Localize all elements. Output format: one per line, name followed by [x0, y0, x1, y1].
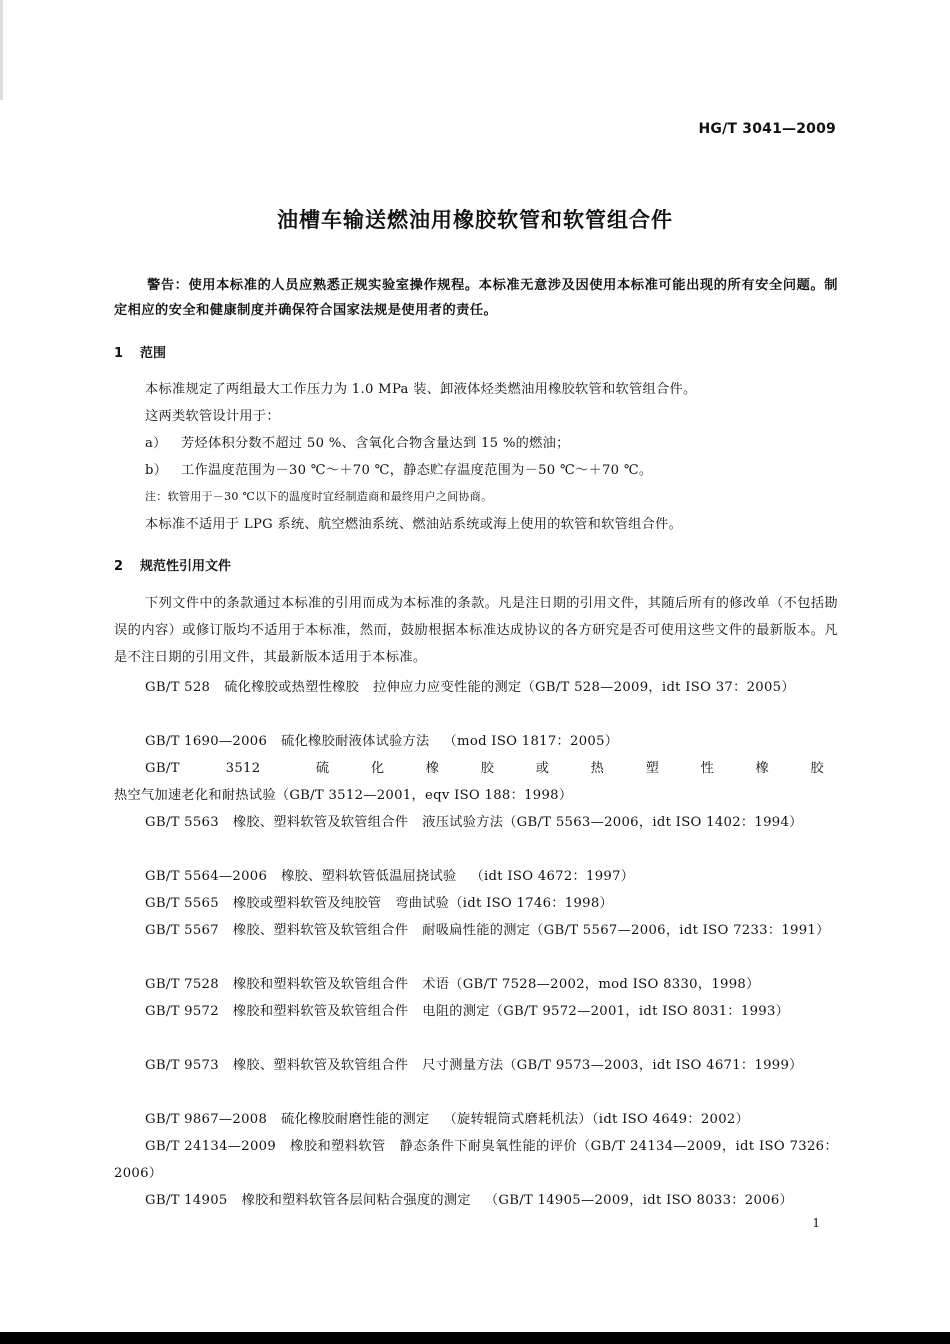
reference-name: 硫化橡胶或热塑性橡胶 [274, 761, 824, 776]
reference-item [114, 1052, 838, 1079]
reference-desc: 电阻的测定（GB/T 9572—2001，idt ISO 8031：1993） [422, 1004, 790, 1019]
scope-paragraph-1: 本标准规定了两组最大工作压力为 1.0 MPa 装、卸液体烃类燃油用橡胶软管和软管组合件。 [145, 382, 697, 397]
scope-item-b-label: b） [145, 463, 168, 478]
reference-name: 橡胶、塑料软管及软管组合件 [232, 923, 409, 938]
reference-desc: （idt ISO 4672：1997） [470, 869, 635, 884]
reference-item [114, 890, 838, 917]
reference-name: 硫化橡胶或热塑性橡胶 [224, 680, 360, 695]
reference-desc: 拉伸应力应变性能的测定（GB/T 528—2009，idt ISO 37：2005） [373, 680, 795, 695]
scope-item-a [145, 432, 570, 451]
reference-code: GB/T 5567 [145, 923, 219, 938]
reference-desc: 液压试验方法（GB/T 5563—2006，idt ISO 1402：1994） [422, 815, 803, 830]
reference-name: 橡胶、塑料软管及软管组合件 [232, 815, 409, 830]
reference-code: GB/T 9573 [145, 1058, 219, 1073]
reference-code: GB/T 5564—2006 [145, 869, 268, 884]
reference-item [114, 674, 838, 701]
reference-code: GB/T 528 [145, 680, 211, 695]
reference-item [114, 1187, 838, 1214]
reference-name: 橡胶、塑料软管及软管组合件 [232, 1058, 409, 1073]
reference-desc: 静态条件下耐臭氧性能的评价（GB/T 24134—2009，idt ISO 7326：2006） [114, 1139, 838, 1181]
reference-code: GB/T 9572 [145, 1004, 219, 1019]
reference-item [114, 863, 838, 890]
reference-code: GB/T 1690—2006 [145, 734, 268, 749]
reference-name: 硫化橡胶耐磨性能的测定 [281, 1112, 430, 1127]
scope-item-b [145, 459, 652, 478]
reference-item [114, 971, 838, 998]
reference-item [114, 998, 838, 1025]
scope-note: 注：软管用于－30 ℃以下的温度时宜经制造商和最终用户之间协商。 [145, 490, 493, 503]
reference-desc: 热空气加速老化和耐热试验（GB/T 3512—2001，eqv ISO 188：1998） [114, 788, 573, 803]
scope-paragraph-3: 本标准不适用于 LPG 系统、航空燃油系统、燃油站系统或海上使用的软管和软管组合件。 [145, 517, 683, 532]
section-2-title: 规范性引用文件 [140, 559, 232, 574]
reference-desc: 尺寸测量方法（GB/T 9573—2003，idt ISO 4671：1999） [422, 1058, 803, 1073]
section-1-number: 1 [114, 346, 124, 361]
scope-item-a-label: a） [145, 436, 167, 451]
scan-edge-mark [0, 0, 3, 100]
reference-code: GB/T 3512 [145, 761, 261, 776]
reference-desc: 术语（GB/T 7528—2002，mod ISO 8330，1998） [422, 977, 760, 992]
scope-item-b-text: 工作温度范围为－30 ℃～＋70 ℃，静态贮存温度范围为－50 ℃～＋70 ℃。 [181, 463, 653, 478]
warning-paragraph: 警告：使用本标准的人员应熟悉正规实验室操作规程。本标准无意涉及因使用本标准可能出现的所有安全问题。制定相应的安全和健康制度并确保符合国家法规是使用者的责任。 [114, 278, 838, 318]
section-2-heading [114, 555, 231, 574]
reference-name: 橡胶或塑料软管及纯胶管 [232, 896, 382, 911]
reference-name: 橡胶和塑料软管 [290, 1139, 386, 1154]
reference-name: 橡胶和塑料软管各层间粘合强度的测定 [241, 1193, 471, 1208]
reference-code: GB/T 14905 [145, 1193, 228, 1208]
scan-border-bar [0, 1332, 950, 1344]
reference-code: GB/T 5563 [145, 815, 219, 830]
references-intro: 下列文件中的条款通过本标准的引用而成为本标准的条款。凡是注日期的引用文件，其随后所有的修改单（不包括勘误的内容）或修订版均不适用于本标准，然而，鼓励根据本标准达成协议的各方研究是否可使用这些文件的最新版本。凡是不注日期的引用文件，其最新版本适用于本标准。 [114, 596, 838, 665]
reference-item [114, 755, 838, 809]
reference-item [114, 728, 838, 755]
reference-name: 橡胶和塑料软管及软管组合件 [232, 1004, 409, 1019]
reference-desc: 弯曲试验（idt ISO 1746：1998） [395, 896, 614, 911]
reference-desc: （GB/T 14905—2009，idt ISO 8033：2006） [484, 1193, 794, 1208]
reference-code: GB/T 5565 [145, 896, 219, 911]
reference-item [114, 1133, 838, 1187]
reference-desc: 耐吸扁性能的测定（GB/T 5567—2006，idt ISO 7233：1991） [422, 923, 830, 938]
page-number: 1 [812, 1216, 820, 1230]
reference-code: GB/T 9867—2008 [145, 1112, 268, 1127]
section-2-number: 2 [114, 559, 124, 574]
scope-item-a-text: 芳烃体积分数不超过 50 %、含氧化合物含量达到 15 %的燃油； [181, 436, 570, 451]
reference-name: 硫化橡胶耐液体试验方法 [281, 734, 430, 749]
reference-item [114, 917, 838, 944]
section-1-heading [114, 342, 166, 361]
reference-code: GB/T 24134—2009 [145, 1139, 277, 1154]
reference-desc: （mod ISO 1817：2005） [443, 734, 619, 749]
reference-code: GB/T 7528 [145, 977, 219, 992]
document-title: 油槽车输送燃油用橡胶软管和软管组合件 [277, 208, 673, 232]
scope-paragraph-2: 这两类软管设计用于： [145, 409, 280, 424]
reference-desc: （旋转辊筒式磨耗机法）（idt ISO 4649：2002） [443, 1112, 750, 1127]
standard-code: HG/T 3041—2009 [698, 121, 836, 137]
reference-name: 橡胶和塑料软管及软管组合件 [232, 977, 409, 992]
reference-name: 橡胶、塑料软管低温屈挠试验 [281, 869, 457, 884]
reference-item [114, 809, 838, 836]
section-1-title: 范围 [140, 346, 167, 361]
reference-item [114, 1106, 838, 1133]
